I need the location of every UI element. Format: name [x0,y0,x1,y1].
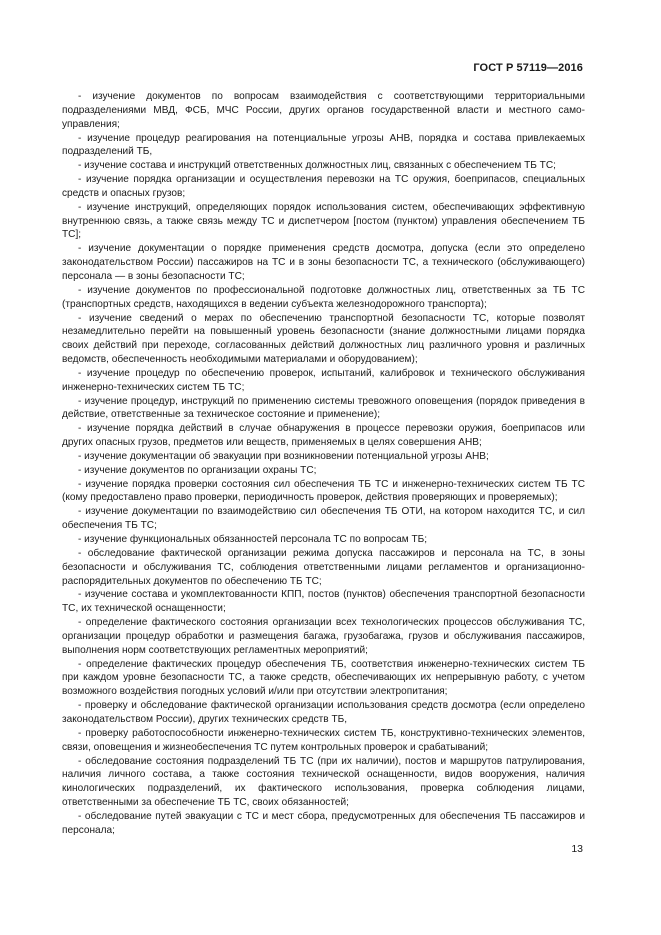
list-item: - изучение процедур по обеспечению проверок, испытаний, калибровок и технического обслуживания инженерно-технических систем ТБ ТС; [62,367,585,393]
standard-header: ГОСТ Р 57119—2016 [473,62,583,74]
list-item: - изучение документации по взаимодействию сил обеспечения ТБ ОТИ, на котором находится ТС, и сил обеспечения ТБ ТС; [62,506,585,532]
document-body [62,90,585,838]
list-item: - обследование путей эвакуации с ТС и мест сбора, предусмотренных для обеспечения ТБ пассажиров и персонала; [62,810,585,836]
list-item: - изучение процедур, инструкций по применению системы тревожного оповещения (порядок приведения в действие, ответственные за техническое состояние и применение); [62,395,585,421]
list-item: - определение фактического состояния организации всех технологических процессов обслуживания ТС, организации процедур обработки и размещения багажа, грузобагажа, грузов и обслуживания пассажиров, выполнения норм соответствующих регламентных мероприятий; [62,617,585,656]
list-item: - изучение порядка проверки состояния сил обеспечения ТБ ТС и инженерно-технических систем ТБ ТС (кому предоставлено право проверки, периодичность проверок, действия проверяющих и проверяемых); [62,478,585,504]
list-item: - обследование фактической организации режима допуска пассажиров и персонала на ТС, в зоны безопасности и обслуживания ТС, соблюдения ответственными лицами регламентов и организационно-распорядительных документов по обеспечению ТБ ТС; [62,547,585,587]
list-item: - изучение функциональных обязанностей персонала ТС по вопросам ТБ; [78,534,428,545]
list-item: - изучение процедур реагирования на потенциальные угрозы АНВ, порядка и состава привлекаемых подразделений ТБ, [62,132,585,158]
list-item: - изучение порядка действий в случае обнаружения в процессе перевозки оружия, боеприпасов или других опасных грузов, предметов или веществ, применяемых в целях совершения АНВ; [62,423,585,449]
list-item: - изучение состава и инструкций ответственных должностных лиц, связанных с обеспечением ТБ ТС; [78,160,556,172]
list-item: - изучение документов по профессиональной подготовке должностных лиц, ответственных за ТБ ТС (транспортных средств, находящихся в ведении субъекта железнодорожного транспорта); [62,284,585,310]
list-item: - изучение документации об эвакуации при возникновении потенциальной угрозы АНВ; [78,450,489,462]
list-item: - определение фактических процедур обеспечения ТБ, соответствия инженерно-технических систем ТБ при каждом уровне безопасности ТС, а также средств, обеспечивающих их непрерывную работу, с учетом возможного воздействия погодных условий и/или при отсутствии электропитания; [62,658,585,698]
list-item: - изучение порядка организации и осуществления перевозки на ТС оружия, боеприпасов, специальных средств и опасных грузов; [62,174,585,199]
list-item: - изучение документов по организации охраны ТС; [78,464,317,476]
list-item: - проверку работоспособности инженерно-технических систем ТБ, конструктивно-технических элементов, связи, оповещения и жизнеобеспечения ТС путем контрольных проверок и срабатываний; [62,727,585,753]
list-item: - обследование состояния подразделений ТБ ТС (при их наличии), постов и маршрутов патрулирования, наличия личного состава, а также состояния технической оснащенности, видов вооружения, наличия кинологических подразделений, их фактического использования, проверка соблюдения лицами, ответственными за обеспечение ТБ ТС, своих обязанностей; [62,755,585,809]
list-item: - изучение сведений о мерах по обеспечению транспортной безопасности ТС, которые позволят незамедлительно перейти на повышенный уровень безопасности (знание должностными лицами порядка своих действий при переходе, согласованных действий должностных лиц различного уровня и различных ведомств, обеспеченность необходимыми материалами и оборудованием); [62,312,585,366]
list-item: - проверку и обследование фактической организации использования средств досмотра (если определено законодательством России), других технических средств ТБ, [62,700,585,725]
page-number: 13 [571,843,583,855]
list-item: - изучение состава и укомплектованности КПП, постов (пунктов) обеспечения транспортной безопасности ТС, их технической оснащенности; [62,589,585,615]
list-item: - изучение инструкций, определяющих порядок использования систем, обеспечивающих эффективную внутреннюю связь, а также связь между ТС и диспетчером [постом (пунктом) управления обеспечением ТБ ТС]; [62,201,585,241]
list-item: - изучение документации о порядке применения средств досмотра, допуска (если это определено законодательством России) пассажиров на ТС и в зоны безопасности ТС, а технического (обслуживающего) персонала — в зоны безопасности ТС; [62,243,585,282]
list-item: - изучение документов по вопросам взаимодействия с соответствующими территориальными подразделениями МВД, ФСБ, МЧС России, других органов государственной власти и местного самоуправления; [62,91,585,130]
